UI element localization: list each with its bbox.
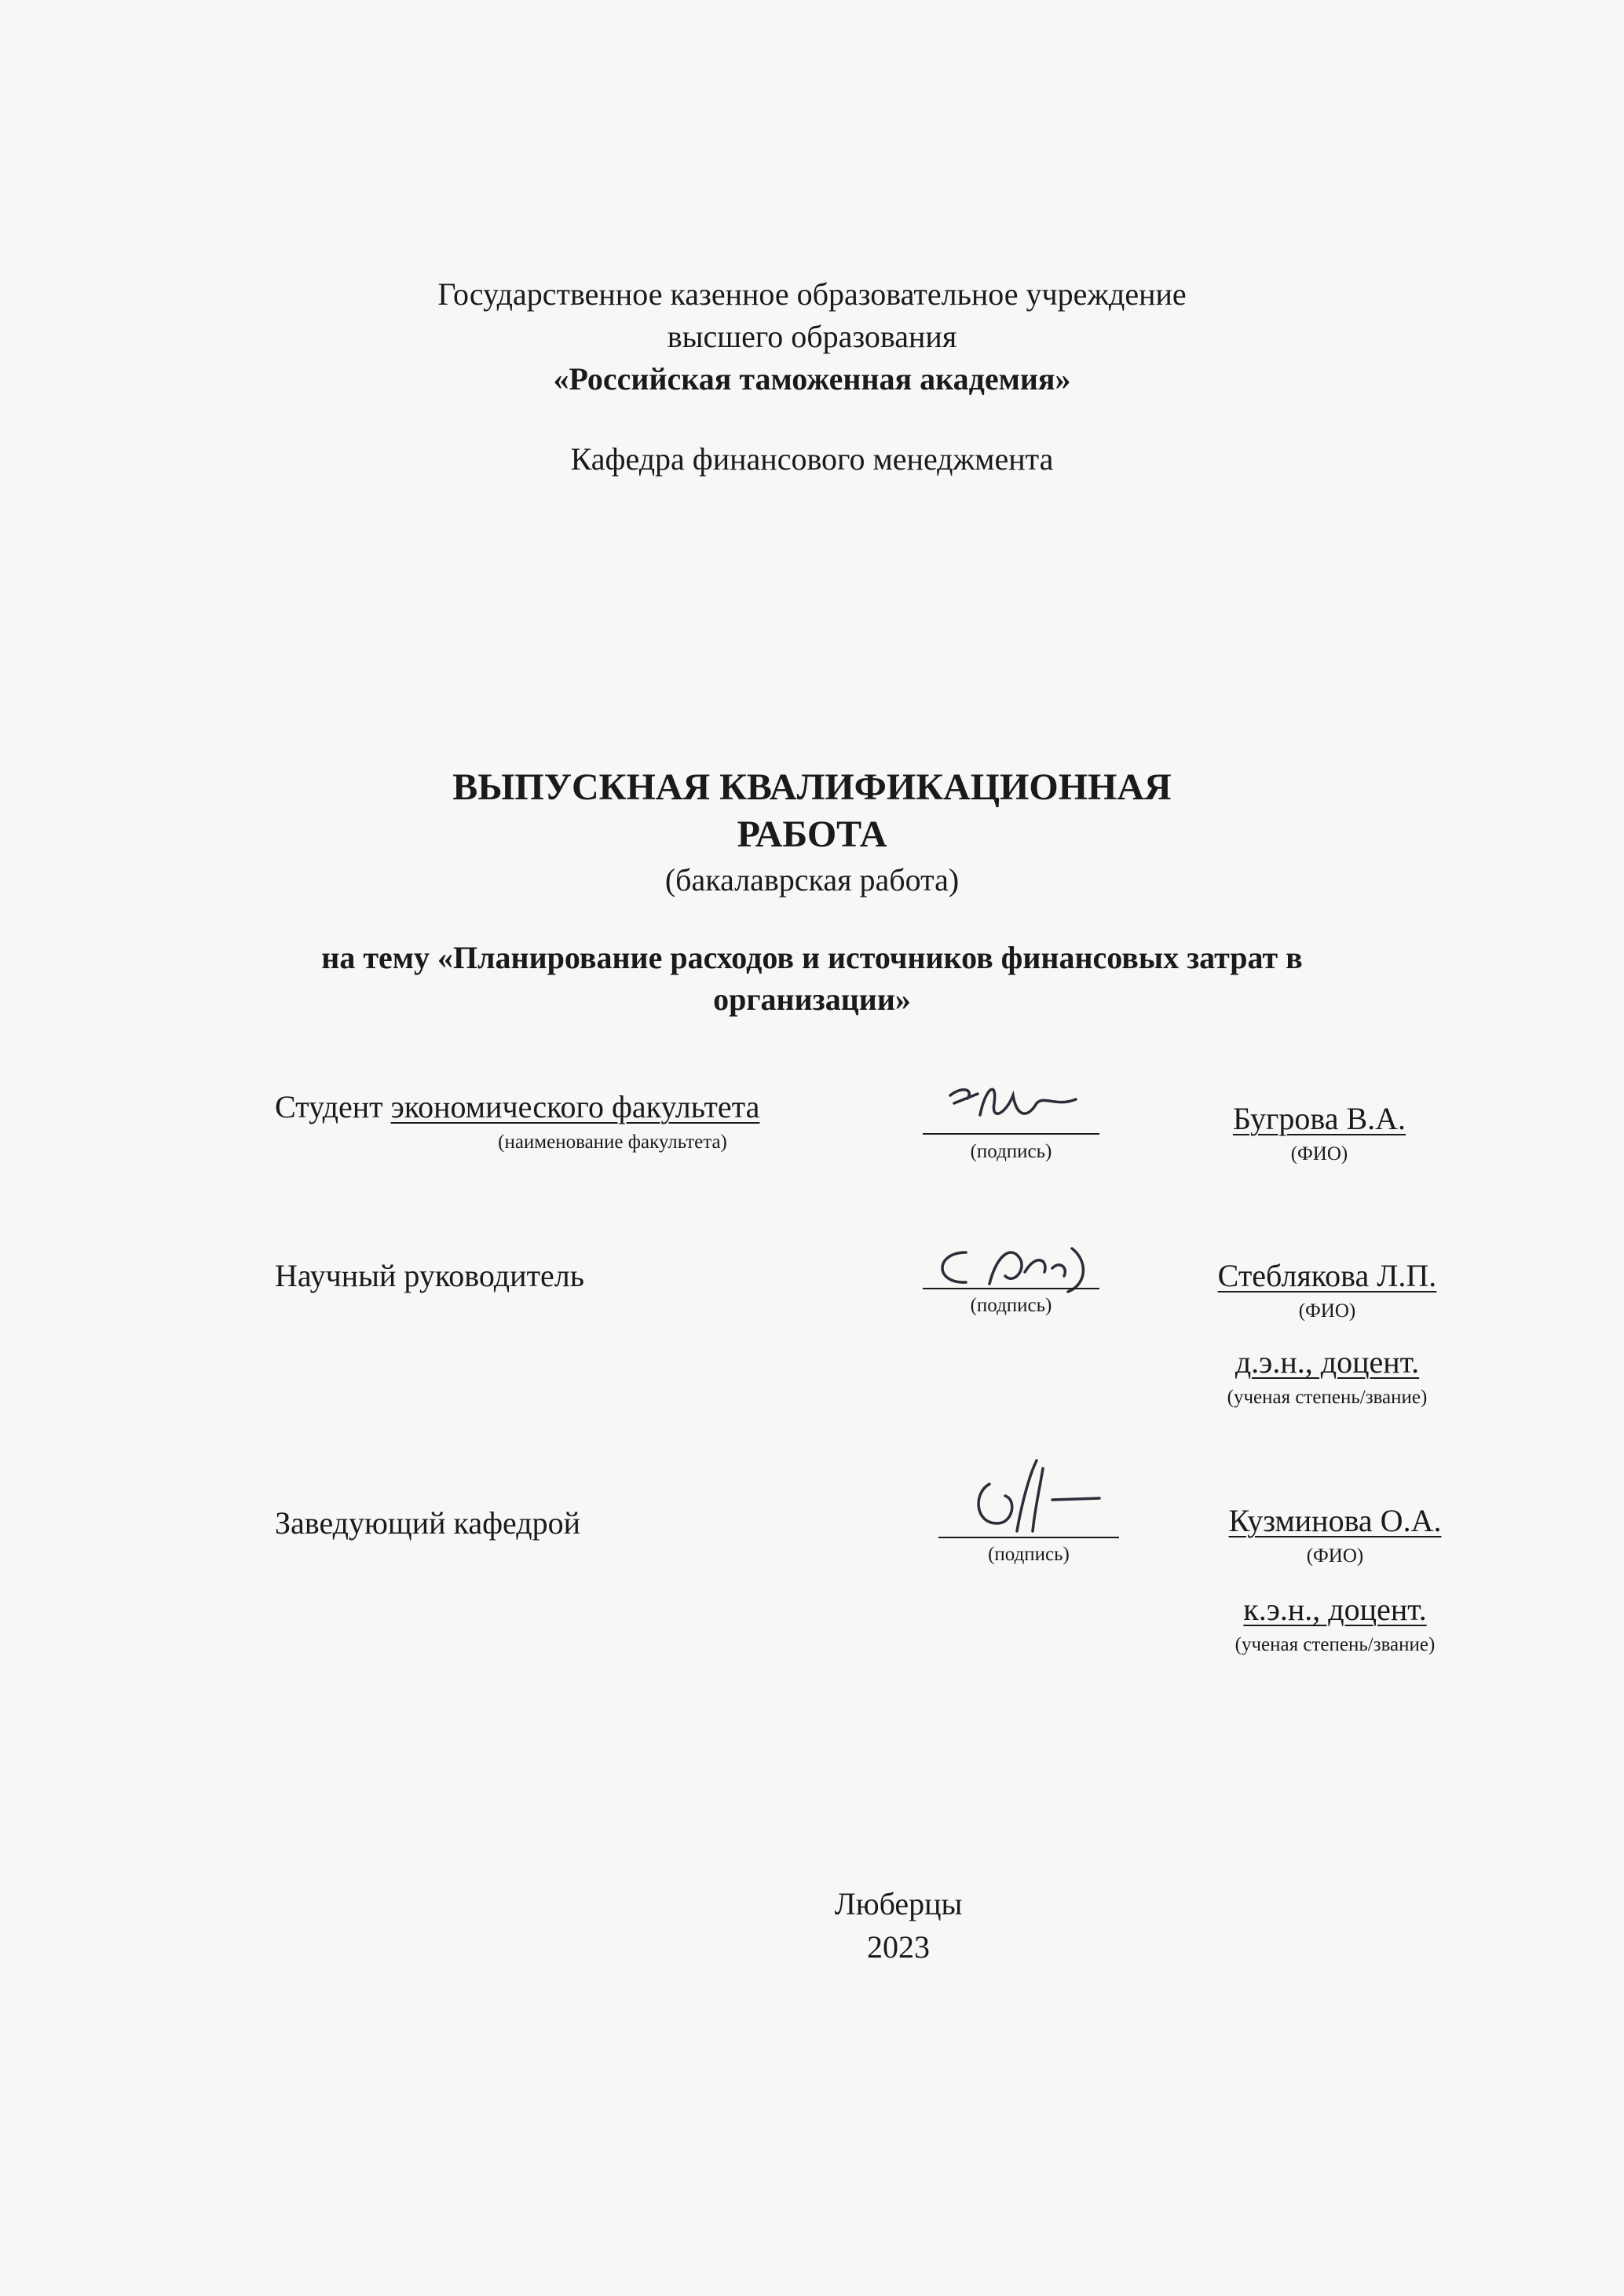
head-label: Заведующий кафедрой bbox=[275, 1505, 581, 1541]
head-signature-caption: (подпись) bbox=[988, 1544, 1070, 1565]
city: Люберцы bbox=[834, 1886, 963, 1921]
supervisor-label: Научный руководитель bbox=[275, 1258, 584, 1293]
faculty-caption: (наименование факультета) bbox=[498, 1132, 727, 1153]
topic-line-2: организации» bbox=[713, 982, 911, 1017]
work-subtitle: (бакалаврская работа) bbox=[664, 862, 960, 898]
supervisor-degree: д.э.н., доцент. bbox=[1234, 1344, 1420, 1380]
supervisor-signature-caption: (подпись) bbox=[970, 1295, 1052, 1316]
student-name-caption: (ФИО) bbox=[1290, 1143, 1348, 1164]
supervisor-signature-line bbox=[923, 1288, 1099, 1289]
head-name: Кузминова О.А. bbox=[1228, 1503, 1442, 1538]
institution-line-1: Государственное казенное образовательное учреждение bbox=[437, 276, 1187, 312]
year: 2023 bbox=[867, 1929, 930, 1965]
topic-line-1: на тему «Планирование расходов и источников финансовых затрат в bbox=[321, 940, 1303, 975]
head-name-caption: (ФИО) bbox=[1306, 1545, 1364, 1567]
work-title-line-2: РАБОТА bbox=[737, 813, 887, 855]
student-signature-line bbox=[923, 1133, 1099, 1135]
institution-line-2: высшего образования bbox=[667, 319, 957, 354]
department-name: Кафедра финансового менеджмента bbox=[570, 441, 1054, 477]
head-signature-line bbox=[938, 1537, 1119, 1538]
supervisor-degree-caption: (ученая степень/звание) bbox=[1227, 1387, 1428, 1408]
institution-name: «Российская таможенная академия» bbox=[553, 361, 1071, 397]
work-title-line-1: ВЫПУСКНАЯ КВАЛИФИКАЦИОННАЯ bbox=[452, 766, 1172, 808]
student-faculty: экономического факультета bbox=[390, 1089, 760, 1124]
head-degree: к.э.н., доцент. bbox=[1243, 1592, 1427, 1627]
student-signature-caption: (подпись) bbox=[970, 1141, 1052, 1162]
head-degree-caption: (ученая степень/звание) bbox=[1234, 1634, 1436, 1655]
supervisor-name-caption: (ФИО) bbox=[1298, 1300, 1356, 1322]
student-label: Студент bbox=[275, 1089, 383, 1124]
supervisor-name: Стеблякова Л.П. bbox=[1217, 1258, 1437, 1293]
head-signature-image bbox=[942, 1445, 1131, 1555]
student-row bbox=[275, 1088, 759, 1127]
student-signature-image bbox=[919, 1072, 1107, 1143]
student-name: Бугрова В.А. bbox=[1232, 1101, 1406, 1136]
